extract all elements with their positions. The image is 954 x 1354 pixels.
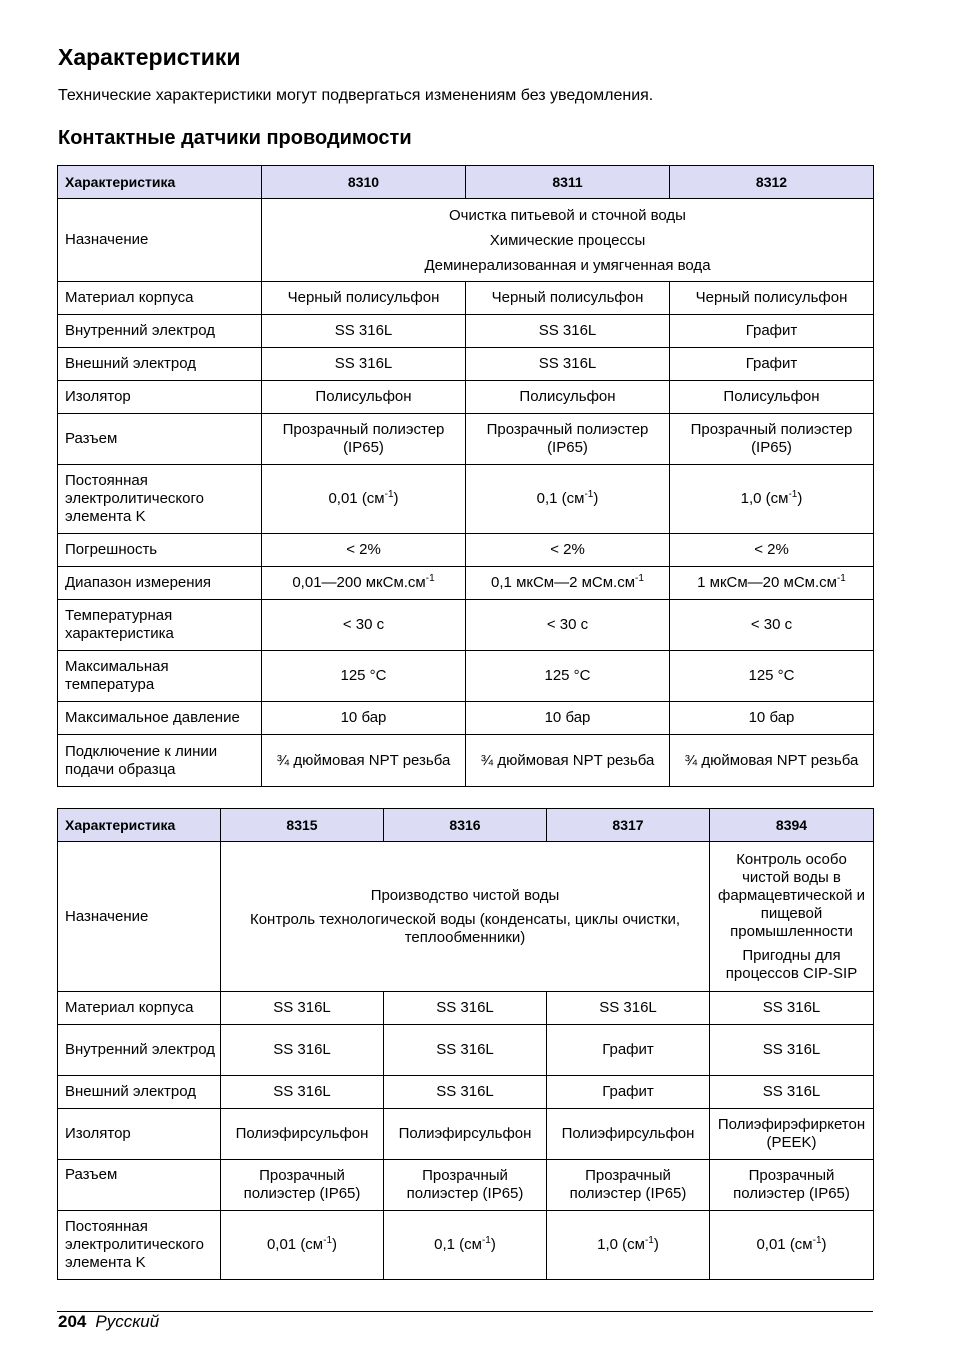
table-header-row — [58, 809, 874, 842]
row-label: Назначение — [58, 842, 221, 992]
table-row — [58, 414, 874, 465]
table-row — [58, 534, 874, 567]
row-label: Внутренний электрод — [58, 1025, 221, 1076]
table-cell: Черный полисульфон — [262, 282, 466, 315]
purpose-cell — [221, 842, 710, 992]
header-characteristic: Характеристика — [58, 166, 262, 199]
row-label: Внутренний электрод — [58, 315, 262, 348]
row-label: Постоянная электролитического элемента K — [58, 1211, 221, 1280]
row-label: Температурная характеристика — [58, 600, 262, 651]
row-label: Назначение — [58, 199, 262, 282]
table-cell: < 2% — [466, 534, 670, 567]
header-model-8394: 8394 — [710, 809, 874, 842]
row-label: Максимальное давление — [58, 702, 262, 735]
purpose-line: Химические процессы — [489, 231, 646, 249]
table-cell: Прозрачный полиэстер (IP65) — [262, 414, 466, 465]
table-cell: 125 °C — [466, 651, 670, 702]
table-row — [58, 702, 874, 735]
table-cell: SS 316L — [262, 348, 466, 381]
table-cell: Полисульфон — [466, 381, 670, 414]
page-footer — [58, 1312, 159, 1332]
table-cell: Графит — [670, 315, 874, 348]
table-cell: 0,01 $(см^{-1})$ — [221, 1211, 384, 1280]
table-cell: 0,01—200 $мкСм.см^{-1}$ — [262, 567, 466, 600]
table-row — [58, 315, 874, 348]
table-row — [58, 735, 874, 787]
row-purpose — [58, 842, 874, 992]
table-cell: < 30 с — [670, 600, 874, 651]
table-cell: 10 бар — [670, 702, 874, 735]
section-title: Контактные датчики проводимости — [58, 127, 412, 149]
table-cell: SS 316L — [710, 1076, 874, 1109]
table-cell: Прозрачный полиэстер (IP65) — [384, 1160, 547, 1211]
table-cell: 1 мкСм—20 $мСм.см^{-1}$ — [670, 567, 874, 600]
table-cell: SS 316L — [547, 992, 710, 1025]
row-purpose — [58, 199, 874, 282]
table-cell: Полиэфирсульфон — [384, 1109, 547, 1160]
row-label: Внешний электрод — [58, 348, 262, 381]
row-label: Внешний электрод — [58, 1076, 221, 1109]
table-cell: Графит — [670, 348, 874, 381]
spec-table-8315-8394 — [57, 808, 874, 1280]
page-title: Характеристики — [58, 44, 241, 70]
table-cell: SS 316L — [221, 992, 384, 1025]
header-model-8312: 8312 — [670, 166, 874, 199]
table-cell: 10 бар — [262, 702, 466, 735]
footer-language: Русский — [95, 1312, 160, 1331]
table-cell: Полиэфирсульфон — [547, 1109, 710, 1160]
header-model-8316: 8316 — [384, 809, 547, 842]
table-cell: Прозрачный полиэстер (IP65) — [670, 414, 874, 465]
table-row — [58, 282, 874, 315]
row-label: Изолятор — [58, 1109, 221, 1160]
purpose-line: Контроль особо чистой воды в фармацевтической и пищевой промышленности — [718, 850, 865, 940]
table-row — [58, 1076, 874, 1109]
purpose-line: Очистка питьевой и сточной воды — [449, 206, 686, 224]
table-cell: SS 316L — [384, 1076, 547, 1109]
row-label: Подключение к линии подачи образца — [58, 735, 262, 787]
row-label: Постоянная электролитического элемента K — [58, 465, 262, 534]
row-label: Изолятор — [58, 381, 262, 414]
table-cell: 1,0 $(см^{-1})$ — [547, 1211, 710, 1280]
purpose-cell-8394 — [710, 842, 874, 992]
table-cell: Прозрачный полиэстер (IP65) — [710, 1160, 874, 1211]
purpose-line: Производство чистой воды — [370, 886, 560, 904]
table-cell: < 2% — [670, 534, 874, 567]
table-cell: 0,01 $(см^{-1})$ — [710, 1211, 874, 1280]
table-cell: SS 316L — [466, 315, 670, 348]
table-cell: Графит — [547, 1076, 710, 1109]
row-label: Диапазон измерения — [58, 567, 262, 600]
row-label: Максимальная температура — [58, 651, 262, 702]
footer-divider — [57, 1311, 873, 1312]
table-cell: Полиэфирсульфон — [221, 1109, 384, 1160]
page-number: 204 — [58, 1312, 87, 1331]
row-label: Материал корпуса — [58, 992, 221, 1025]
header-characteristic: Характеристика — [58, 809, 221, 842]
intro-text: Технические характеристики могут подвергаться изменениям без уведомления. — [58, 87, 654, 104]
table-cell: Черный полисульфон — [670, 282, 874, 315]
row-label: Погрешность — [58, 534, 262, 567]
row-label: Материал корпуса — [58, 282, 262, 315]
table-row — [58, 381, 874, 414]
table-cell: < 2% — [262, 534, 466, 567]
table-row — [58, 992, 874, 1025]
table-cell: 125 °C — [262, 651, 466, 702]
spec-table-8310-8312 — [57, 165, 874, 787]
table-row — [58, 1160, 874, 1211]
table-cell: ¾ дюймовая NPT резьба — [466, 735, 670, 787]
table-row — [58, 1109, 874, 1160]
table-cell: < 30 с — [262, 600, 466, 651]
table-cell: Полисульфон — [262, 381, 466, 414]
table-cell: SS 316L — [221, 1076, 384, 1109]
table-row — [58, 651, 874, 702]
row-label: Разъем — [58, 1160, 221, 1211]
table-row — [58, 348, 874, 381]
header-model-8311: 8311 — [466, 166, 670, 199]
table-cell: 0,1 $(см^{-1})$ — [384, 1211, 547, 1280]
row-label: Разъем — [58, 414, 262, 465]
purpose-line: Контроль технологической воды (конденсаты, циклы очистки, теплообменники) — [249, 910, 681, 946]
table-header-row — [58, 166, 874, 199]
table-cell: 10 бар — [466, 702, 670, 735]
row-cell-constant — [58, 1211, 874, 1280]
table-cell: 0,1 $(см^{-1})$ — [466, 465, 670, 534]
table-cell: SS 316L — [466, 348, 670, 381]
table-cell: Полисульфон — [670, 381, 874, 414]
table-cell: SS 316L — [710, 1025, 874, 1076]
table-cell: Графит — [547, 1025, 710, 1076]
table-cell: Полиэфирэфиркетон (PEEK) — [710, 1109, 874, 1160]
row-cell-constant — [58, 465, 874, 534]
header-model-8310: 8310 — [262, 166, 466, 199]
table-cell: < 30 с — [466, 600, 670, 651]
purpose-line: Деминерализованная и умягченная вода — [424, 256, 711, 274]
table-cell: SS 316L — [384, 1025, 547, 1076]
purpose-line: Пригодны для процессов CIP-SIP — [725, 946, 858, 982]
header-model-8317: 8317 — [547, 809, 710, 842]
table-cell: Прозрачный полиэстер (IP65) — [466, 414, 670, 465]
table-cell: ¾ дюймовая NPT резьба — [262, 735, 466, 787]
table-cell: SS 316L — [221, 1025, 384, 1076]
table-row — [58, 1025, 874, 1076]
row-measurement-range — [58, 567, 874, 600]
purpose-cell — [262, 199, 874, 282]
table-cell: Прозрачный полиэстер (IP65) — [221, 1160, 384, 1211]
table-cell: 0,1 мкСм—2 $мСм.см^{-1}$ — [466, 567, 670, 600]
table-row — [58, 600, 874, 651]
header-model-8315: 8315 — [221, 809, 384, 842]
table-cell: ¾ дюймовая NPT резьба — [670, 735, 874, 787]
table-cell: 125 °C — [670, 651, 874, 702]
table-cell: Черный полисульфон — [466, 282, 670, 315]
table-cell: Прозрачный полиэстер (IP65) — [547, 1160, 710, 1211]
table-cell: 0,01 $(см^{-1})$ — [262, 465, 466, 534]
table-cell: SS 316L — [710, 992, 874, 1025]
table-cell: 1,0 $(см^{-1})$ — [670, 465, 874, 534]
table-cell: SS 316L — [384, 992, 547, 1025]
table-cell: SS 316L — [262, 315, 466, 348]
